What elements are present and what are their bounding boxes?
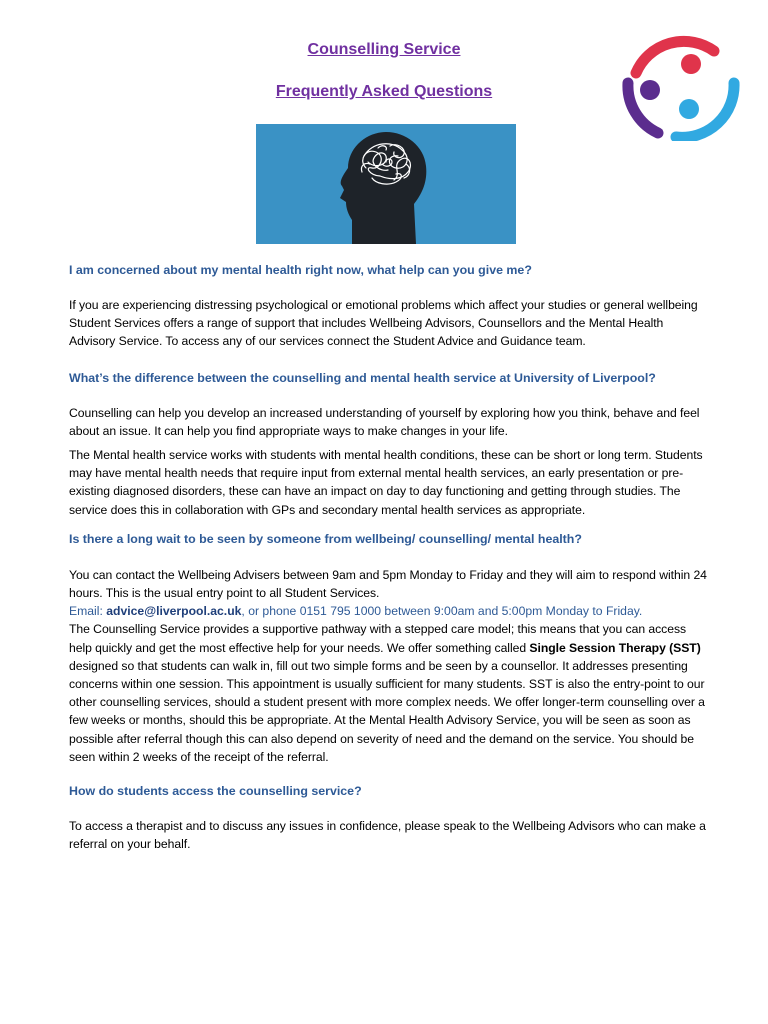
head-silhouette-tangled-brain-icon — [256, 124, 516, 244]
faq-question-2: What’s the difference between the counselling and mental health service at University of Liverpool? — [69, 370, 656, 385]
contact-line — [69, 602, 709, 620]
hero-image — [256, 124, 516, 244]
page-subtitle: Frequently Asked Questions — [275, 83, 493, 100]
answer-3b-end: designed so that students can walk in, fill out two simple forms and be seen by a counsellor. It addresses presenting concerns within one session. This appointment is usually sufficient for many students. SST is also the entry-point to our other counselling services, should a student present with more complex needs. We offer longer-term counselling over a few weeks or months, should this be appropriate. At the Mental Health Advisory Service, you will be seen as soon as possible after referral though this can also depend on severity of need and the demand on the service. You should be seen within 2 weeks of the receipt of the referral. — [69, 658, 705, 764]
phone-info: , or phone 0151 795 1000 between 9:00am and 5:00pm Monday to Friday. — [241, 604, 643, 619]
faq-question-4: How do students access the counselling service? — [69, 784, 362, 799]
page-title: Counselling Service — [307, 41, 461, 58]
people-circle-logo-icon — [618, 33, 742, 141]
faq-answer-1: If you are experiencing distressing psychological or emotional problems which affect your studies or general wellbeing Student Services offers a range of support that includes Wellbeing Advisors, Counsellors and the Mental Health Advisory Service. To access any of our services connect the Student Advice and Guidance team. — [69, 298, 698, 349]
faq-answer-4: To access a therapist and to discuss any issues in confidence, please speak to the Wellbeing Advisors who can make a referral on your behalf. — [69, 819, 706, 852]
email-prefix: Email: — [69, 604, 107, 619]
faq-content — [69, 262, 709, 853]
answer-3b-start: The Counselling Service provides a supportive pathway with a stepped care model; this means that you can access help quickly and get the most effective help for your needs. We offer something called — [69, 622, 687, 655]
faq-question-3: Is there a long wait to be seen by someone from wellbeing/ counselling/ mental health? — [69, 531, 582, 546]
sst-term: Single Session Therapy (SST) — [529, 640, 701, 655]
faq-answer-2b: The Mental health service works with students with mental health conditions, these can be short or long term. Students may have mental health needs that require input from external mental health services, an early presentation or pre-existing diagnosed disorders, these can have an impact on day to day functioning and getting through studies. The service does this in collaboration with GPs and secondary mental health services as appropriate. — [69, 448, 703, 517]
faq-answer-3b — [69, 620, 709, 766]
faq-answer-3a: You can contact the Wellbeing Advisers between 9am and 5pm Monday to Friday and they will aim to respond within 24 hours. This is the usual entry point to all Student Services. — [69, 567, 707, 601]
email-link[interactable]: advice@liverpool.ac.uk — [106, 604, 242, 619]
faq-answer-2a: Counselling can help you develop an increased understanding of yourself by exploring how you think, behave and feel about an issue. It can help you find appropriate ways to make changes in your life. — [69, 405, 700, 438]
faq-question-1: I am concerned about my mental health right now, what help can you give me? — [69, 263, 532, 277]
